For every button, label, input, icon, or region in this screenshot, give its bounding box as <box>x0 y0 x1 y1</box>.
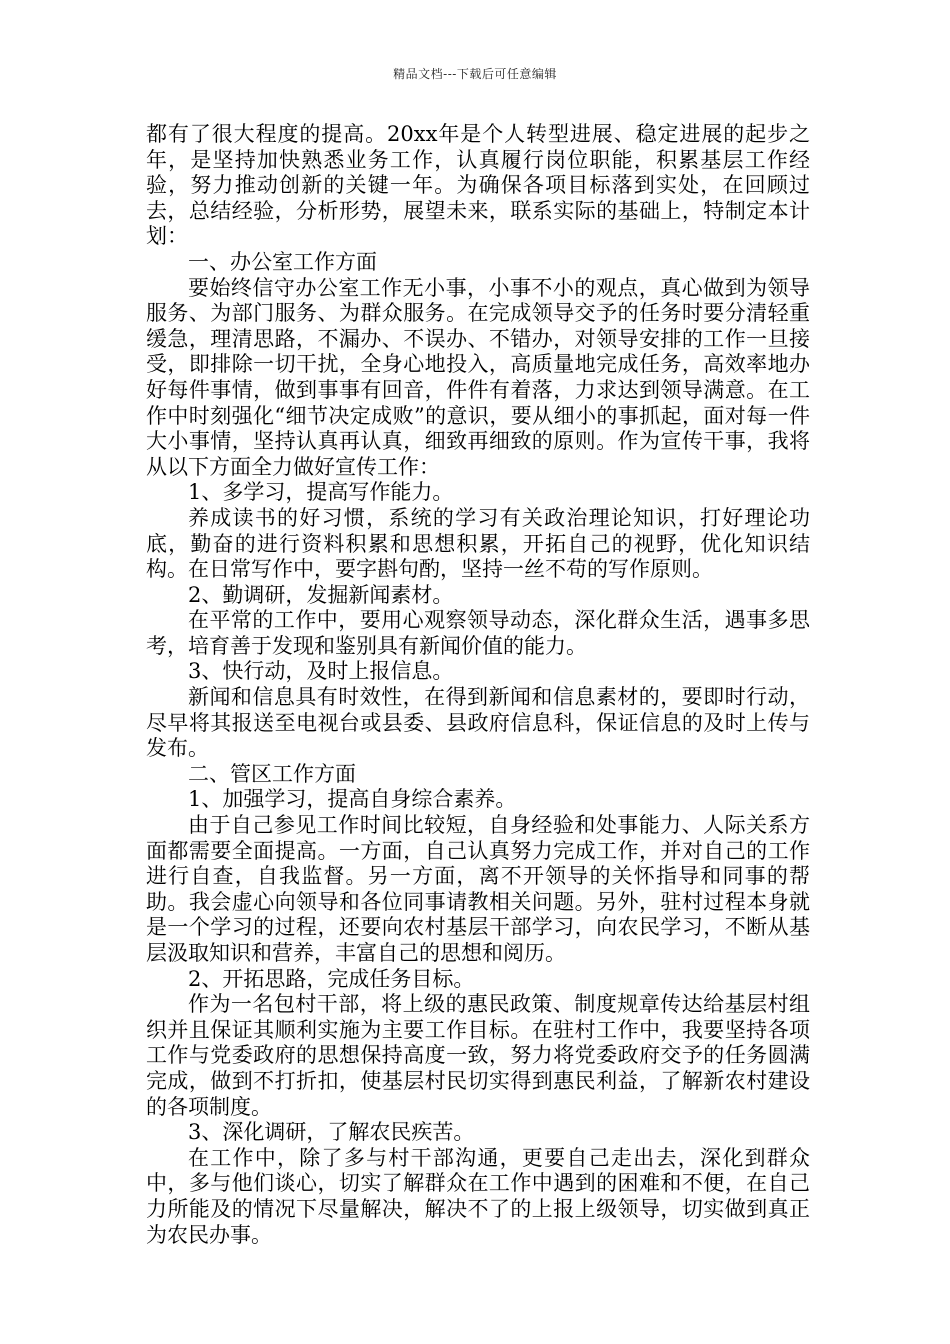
paragraph-office-work: 要始终信守办公室工作无小事，小事不小的观点，真心做到为领导服务、为部门服务、为群众服务。在完成领导交予的任务时要分清轻重缓急，理清思路，不漏办、不误办、不错办，对领导安排的工作一旦接受，即排除一切干扰，全身心地投入，高质量地完成任务，高效率地办好每件事情，做到事事有回音，件件有着落，力求达到领导满意。在工作中时刻强化“细节决定成败”的意识，要从细小的事抓起，面对每一件大小事情，坚持认真再认真，细致再细致的原则。作为宣传干事，我将从以下方面全力做好宣传工作： <box>146 275 810 479</box>
page-header: 精品文档---下载后可任意编辑 <box>393 67 557 81</box>
subheading-goals: 2、开拓思路，完成任务目标。 <box>188 966 475 991</box>
paragraph-study: 养成读书的好习惯，系统的学习有关政治理论知识，打好理论功底，勤奋的进行资料积累和思想积累，开拓自己的视野，优化知识结构。在日常写作中，要字斟句酌，坚持一丝不苟的写作原则。 <box>146 505 810 582</box>
section-heading-office: 一、办公室工作方面 <box>188 249 377 274</box>
subheading-survey: 3、深化调研，了解农民疾苦。 <box>188 1120 475 1145</box>
subheading-action: 3、快行动，及时上报信息。 <box>188 659 454 684</box>
subheading-research: 2、勤调研，发掘新闻素材。 <box>188 582 454 607</box>
paragraph-research: 在平常的工作中，要用心观察领导动态，深化群众生活，遇事多思考，培育善于发现和鉴别具有新闻价值的能力。 <box>146 608 810 658</box>
paragraph-intro: 都有了很大程度的提高。20xx年是个人转型进展、稳定进展的起步之年，是坚持加快熟悉业务工作，认真履行岗位职能，积累基层工作经验，努力推动创新的关键一年。为确保各项目标落到实处，在回顾过去，总结经验，分析形势，展望未来，联系实际的基础上，特制定本计划： <box>146 122 810 249</box>
paragraph-goals: 作为一名包村干部，将上级的惠民政策、制度规章传达给基层村组织并且保证其顺利实施为主要工作目标。在驻村工作中，我要坚持各项工作与党委政府的思想保持高度一致，努力将党委政府交予的任务圆满完成，做到不打折扣，使基层村民切实得到惠民利益，了解新农村建设的各项制度。 <box>146 992 810 1119</box>
document-body <box>146 122 810 1248</box>
subheading-study: 1、多学习，提高写作能力。 <box>188 480 454 505</box>
paragraph-action: 新闻和信息具有时效性，在得到新闻和信息素材的，要即时行动，尽早将其报送至电视台或县委、县政府信息科，保证信息的及时上传与发布。 <box>146 685 810 761</box>
paragraph-survey: 在工作中，除了多与村干部沟通，更要自己走出去，深化到群众中，多与他们谈心，切实了解群众在工作中遇到的困难和不便，在自己力所能及的情况下尽量解决，解决不了的上报上级领导，切实做到真正为农民办事。 <box>146 1145 810 1247</box>
subheading-learning: 1、加强学习，提高自身综合素养。 <box>188 787 517 812</box>
section-heading-district: 二、管区工作方面 <box>188 761 356 786</box>
paragraph-learning: 由于自己参见工作时间比较短，自身经验和处事能力、人际关系方面都需要全面提高。一方面，自己认真努力完成工作，并对自己的工作进行自查，自我监督。另一方面，离不开领导的关怀指导和同事的帮助。我会虚心向领导和各位同事请教相关问题。另外，驻村过程本身就是一个学习的过程，还要向农村基层干部学习，向农民学习，不断从基层汲取知识和营养，丰富自己的思想和阅历。 <box>146 813 810 965</box>
